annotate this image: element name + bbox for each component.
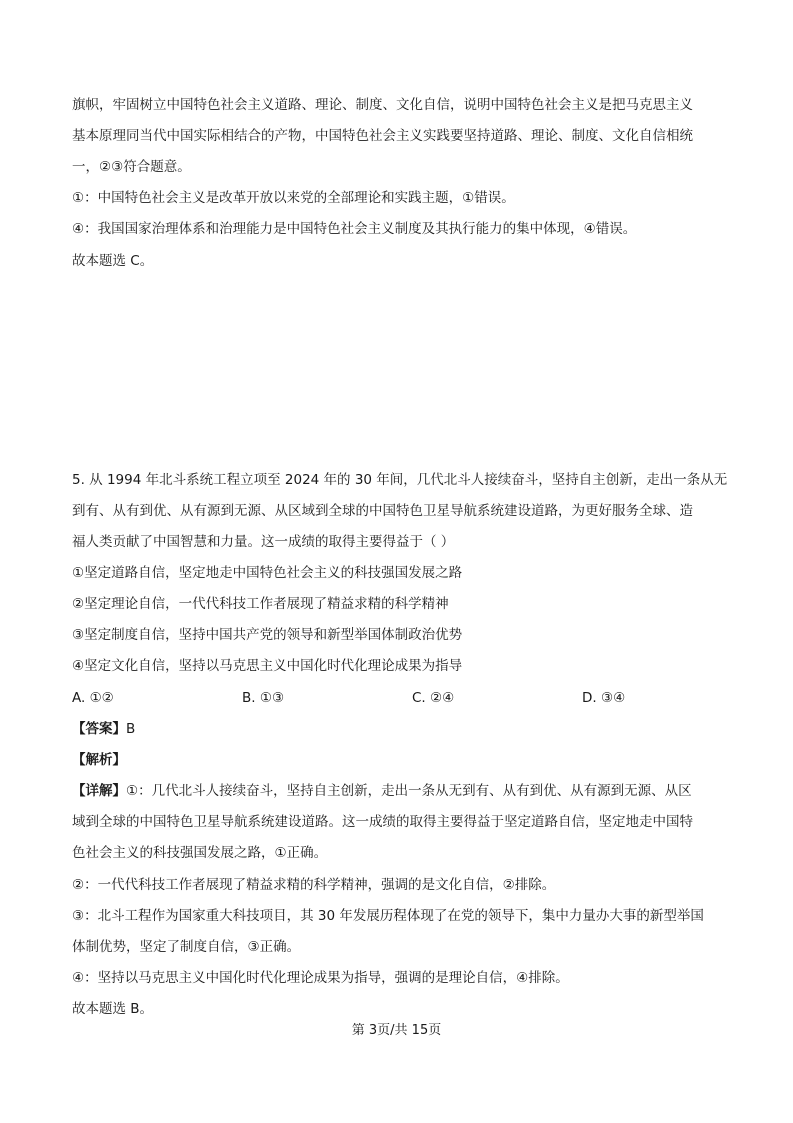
statement-1: ①坚定道路自信，坚定地走中国特色社会主义的科技强国发展之路 [72, 565, 463, 581]
statement-4: ④坚定文化自信，坚持以马克思主义中国化时代化理论成果为指导 [72, 658, 463, 674]
detail-tag: 【详解】 [72, 783, 126, 799]
analysis-prev-line-3: 一，②③符合题意。 [72, 159, 191, 175]
analysis-prev-line-1: 旗帜，牢固树立中国特色社会主义道路、理论、制度、文化自信，说明中国特色社会主义是把马克思主义 [72, 97, 693, 113]
analysis-prev-line-4: ①：中国特色社会主义是改革开放以来党的全部理论和实践主题，①错误。 [72, 190, 515, 206]
analysis-detail-line-1 [72, 782, 692, 800]
analysis-prev-conclusion: 故本题选 C。 [72, 253, 154, 269]
analysis-tag: 【解析】 [72, 752, 126, 768]
analysis-detail-line-3: 色社会主义的科技强国发展之路，①正确。 [72, 845, 328, 861]
analysis-detail-line-6: 体制优势，坚定了制度自信，③正确。 [72, 939, 301, 955]
page-number: 第 3页/共 15页 [351, 1023, 442, 1038]
analysis-prev-line-5: ④：我国国家治理体系和治理能力是中国特色社会主义制度及其执行能力的集中体现，④错误。 [72, 221, 637, 237]
option-a: A. ①② [72, 690, 114, 706]
question-stem-line-3: 福人类贡献了中国智慧和力量。这一成绩的取得主要得益于（ ） [72, 534, 455, 550]
question-stem-line-1: 5. 从 1994 年北斗系统工程立项至 2024 年的 30 年间，几代北斗人接续奋斗，坚持自主创新，走出一条从无 [72, 472, 728, 488]
analysis-detail-line-5: ③：北斗工程作为国家重大科技项目，其 30 年发展历程体现了在党的领导下，集中力量办大事的新型举国 [72, 908, 704, 924]
analysis-detail-line-4: ②：一代代科技工作者展现了精益求精的科学精神，强调的是文化自信，②排除。 [72, 877, 556, 893]
option-d: D. ③④ [582, 690, 626, 706]
question-stem-line-2: 到有、从有到优、从有源到无源、从区域到全球的中国特色卫星导航系统建设道路，为更好服务全球、造 [72, 503, 693, 519]
statement-3: ③坚定制度自信，坚持中国共产党的领导和新型举国体制政治优势 [72, 627, 463, 643]
detail-text-1: ①：几代北斗人接续奋斗，坚持自主创新，走出一条从无到有、从有到优、从有源到无源、从区 [126, 783, 692, 799]
answer-line [72, 720, 135, 738]
analysis-prev-line-2: 基本原理同当代中国实际相结合的产物，中国特色社会主义实践要坚持道路、理论、制度、文化自信相统 [72, 128, 693, 144]
answer-value: B [126, 721, 136, 737]
analysis-conclusion: 故本题选 B。 [72, 1001, 154, 1017]
analysis-detail-line-2: 域到全球的中国特色卫星导航系统建设道路。这一成绩的取得主要得益于坚定道路自信，坚定地走中国特 [72, 814, 693, 830]
option-c: C. ②④ [412, 690, 455, 706]
analysis-detail-line-7: ④：坚持以马克思主义中国化时代化理论成果为指导，强调的是理论自信，④排除。 [72, 970, 569, 986]
statement-2: ②坚定理论自信，一代代科技工作者展现了精益求精的科学精神 [72, 596, 449, 612]
answer-tag: 【答案】 [72, 721, 126, 737]
analysis-heading [72, 751, 126, 769]
option-b: B. ①③ [242, 690, 285, 706]
